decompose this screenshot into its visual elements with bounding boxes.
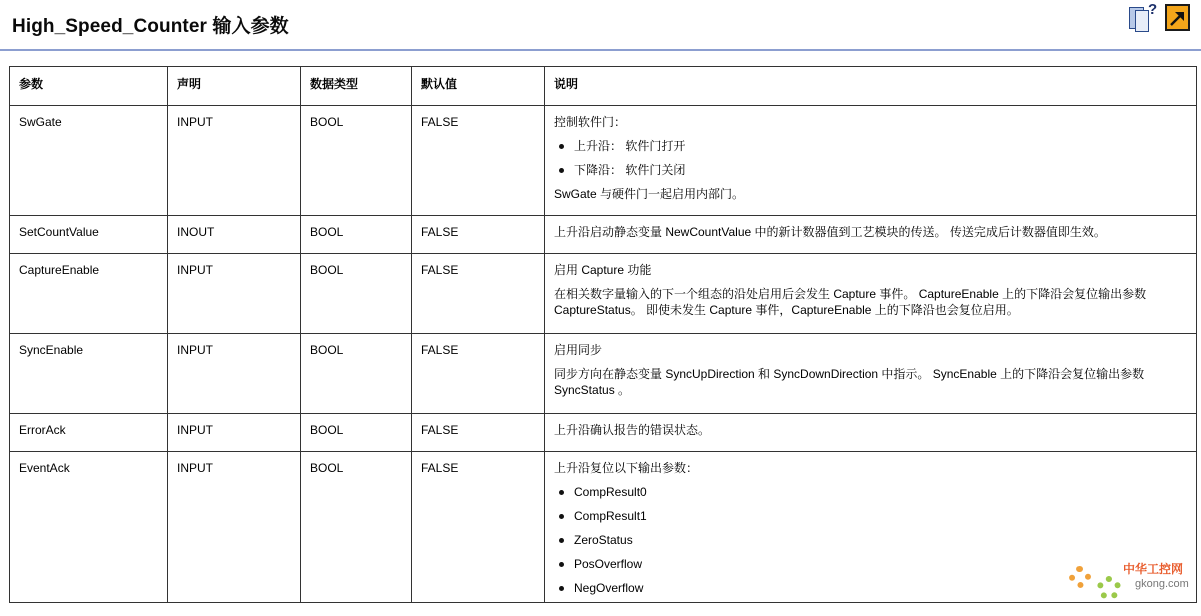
column-header: 参数	[10, 67, 168, 106]
description-text: 同步方向在静态变量 SyncUpDirection 和 SyncDownDirection 中指示。 SyncEnable 上的下降沿会复位输出参数 SyncStatus 。	[554, 367, 1145, 397]
table-row	[10, 334, 1197, 414]
param-default: FALSE	[412, 452, 545, 603]
column-header: 说明	[545, 67, 1197, 106]
param-decl: INPUT	[168, 452, 301, 603]
param-type: BOOL	[301, 254, 412, 334]
description-text: 上升沿复位以下输出参数：	[554, 461, 699, 475]
param-default: FALSE	[412, 414, 545, 452]
param-decl: INOUT	[168, 216, 301, 254]
description-text: 在相关数字量输入的下一个组态的沿处启用后会发生 Capture 事件。 CaptureEnable 上的下降沿会复位输出参数 CaptureStatus。 即使未发生 Capture 事件，CaptureEnable 上的下降沿也会复位启用。	[554, 287, 1147, 317]
list-item: CompResult0	[554, 484, 1187, 500]
param-type: BOOL	[301, 216, 412, 254]
list-item: NegOverflow	[554, 580, 1187, 596]
list-item: PosOverflow	[554, 556, 1187, 572]
description-text: 上升沿确认报告的错误状态。	[554, 423, 711, 437]
page-header	[0, 0, 1201, 52]
jump-arrow-icon[interactable]	[1165, 4, 1190, 31]
list-item: 下降沿： 软件门关闭	[554, 162, 1187, 178]
param-decl: INPUT	[168, 414, 301, 452]
param-type: BOOL	[301, 452, 412, 603]
param-description	[545, 254, 1197, 334]
param-decl: INPUT	[168, 106, 301, 216]
header-divider	[0, 49, 1201, 51]
help-page-icon[interactable]: ?	[1129, 3, 1159, 33]
description-text: 上升沿启动静态变量 NewCountValue 中的新计数器值到工艺模块的传送。 传送完成后计数器值即生效。	[554, 225, 1106, 239]
param-description	[545, 216, 1197, 254]
param-type: BOOL	[301, 334, 412, 414]
page-title: High_Speed_Counter 输入参数	[12, 16, 289, 37]
param-description	[545, 334, 1197, 414]
param-name: EventAck	[10, 452, 168, 603]
param-description	[545, 106, 1197, 216]
parameter-table	[9, 66, 1197, 603]
gear-icon	[1097, 576, 1121, 600]
description-text: 控制软件门：	[554, 115, 627, 129]
param-decl: INPUT	[168, 254, 301, 334]
column-header: 默认值	[412, 67, 545, 106]
param-default: FALSE	[412, 254, 545, 334]
site-watermark	[1063, 552, 1198, 610]
param-name: SwGate	[10, 106, 168, 216]
table-row	[10, 414, 1197, 452]
list-item: 上升沿： 软件门打开	[554, 138, 1187, 154]
description-text: 启用 Capture 功能	[554, 263, 652, 277]
gear-icon	[1069, 566, 1091, 588]
param-type: BOOL	[301, 106, 412, 216]
param-decl: INPUT	[168, 334, 301, 414]
description-text: 启用同步	[554, 343, 603, 357]
table-header-row	[10, 67, 1197, 106]
param-description	[545, 414, 1197, 452]
watermark-en: gkong.com	[1135, 578, 1189, 590]
param-name: ErrorAck	[10, 414, 168, 452]
watermark-cn: 中华工控网	[1123, 562, 1184, 576]
list-item: ZeroStatus	[554, 532, 1187, 548]
param-default: FALSE	[412, 334, 545, 414]
column-header: 数据类型	[301, 67, 412, 106]
table-row	[10, 216, 1197, 254]
table-row	[10, 254, 1197, 334]
param-name: SetCountValue	[10, 216, 168, 254]
param-name: CaptureEnable	[10, 254, 168, 334]
param-default: FALSE	[412, 216, 545, 254]
column-header: 声明	[168, 67, 301, 106]
table-row	[10, 452, 1197, 603]
param-default: FALSE	[412, 106, 545, 216]
description-text: SwGate 与硬件门一起启用内部门。	[554, 187, 745, 201]
list-item: CompResult1	[554, 508, 1187, 524]
param-name: SyncEnable	[10, 334, 168, 414]
table-row	[10, 106, 1197, 216]
param-type: BOOL	[301, 414, 412, 452]
